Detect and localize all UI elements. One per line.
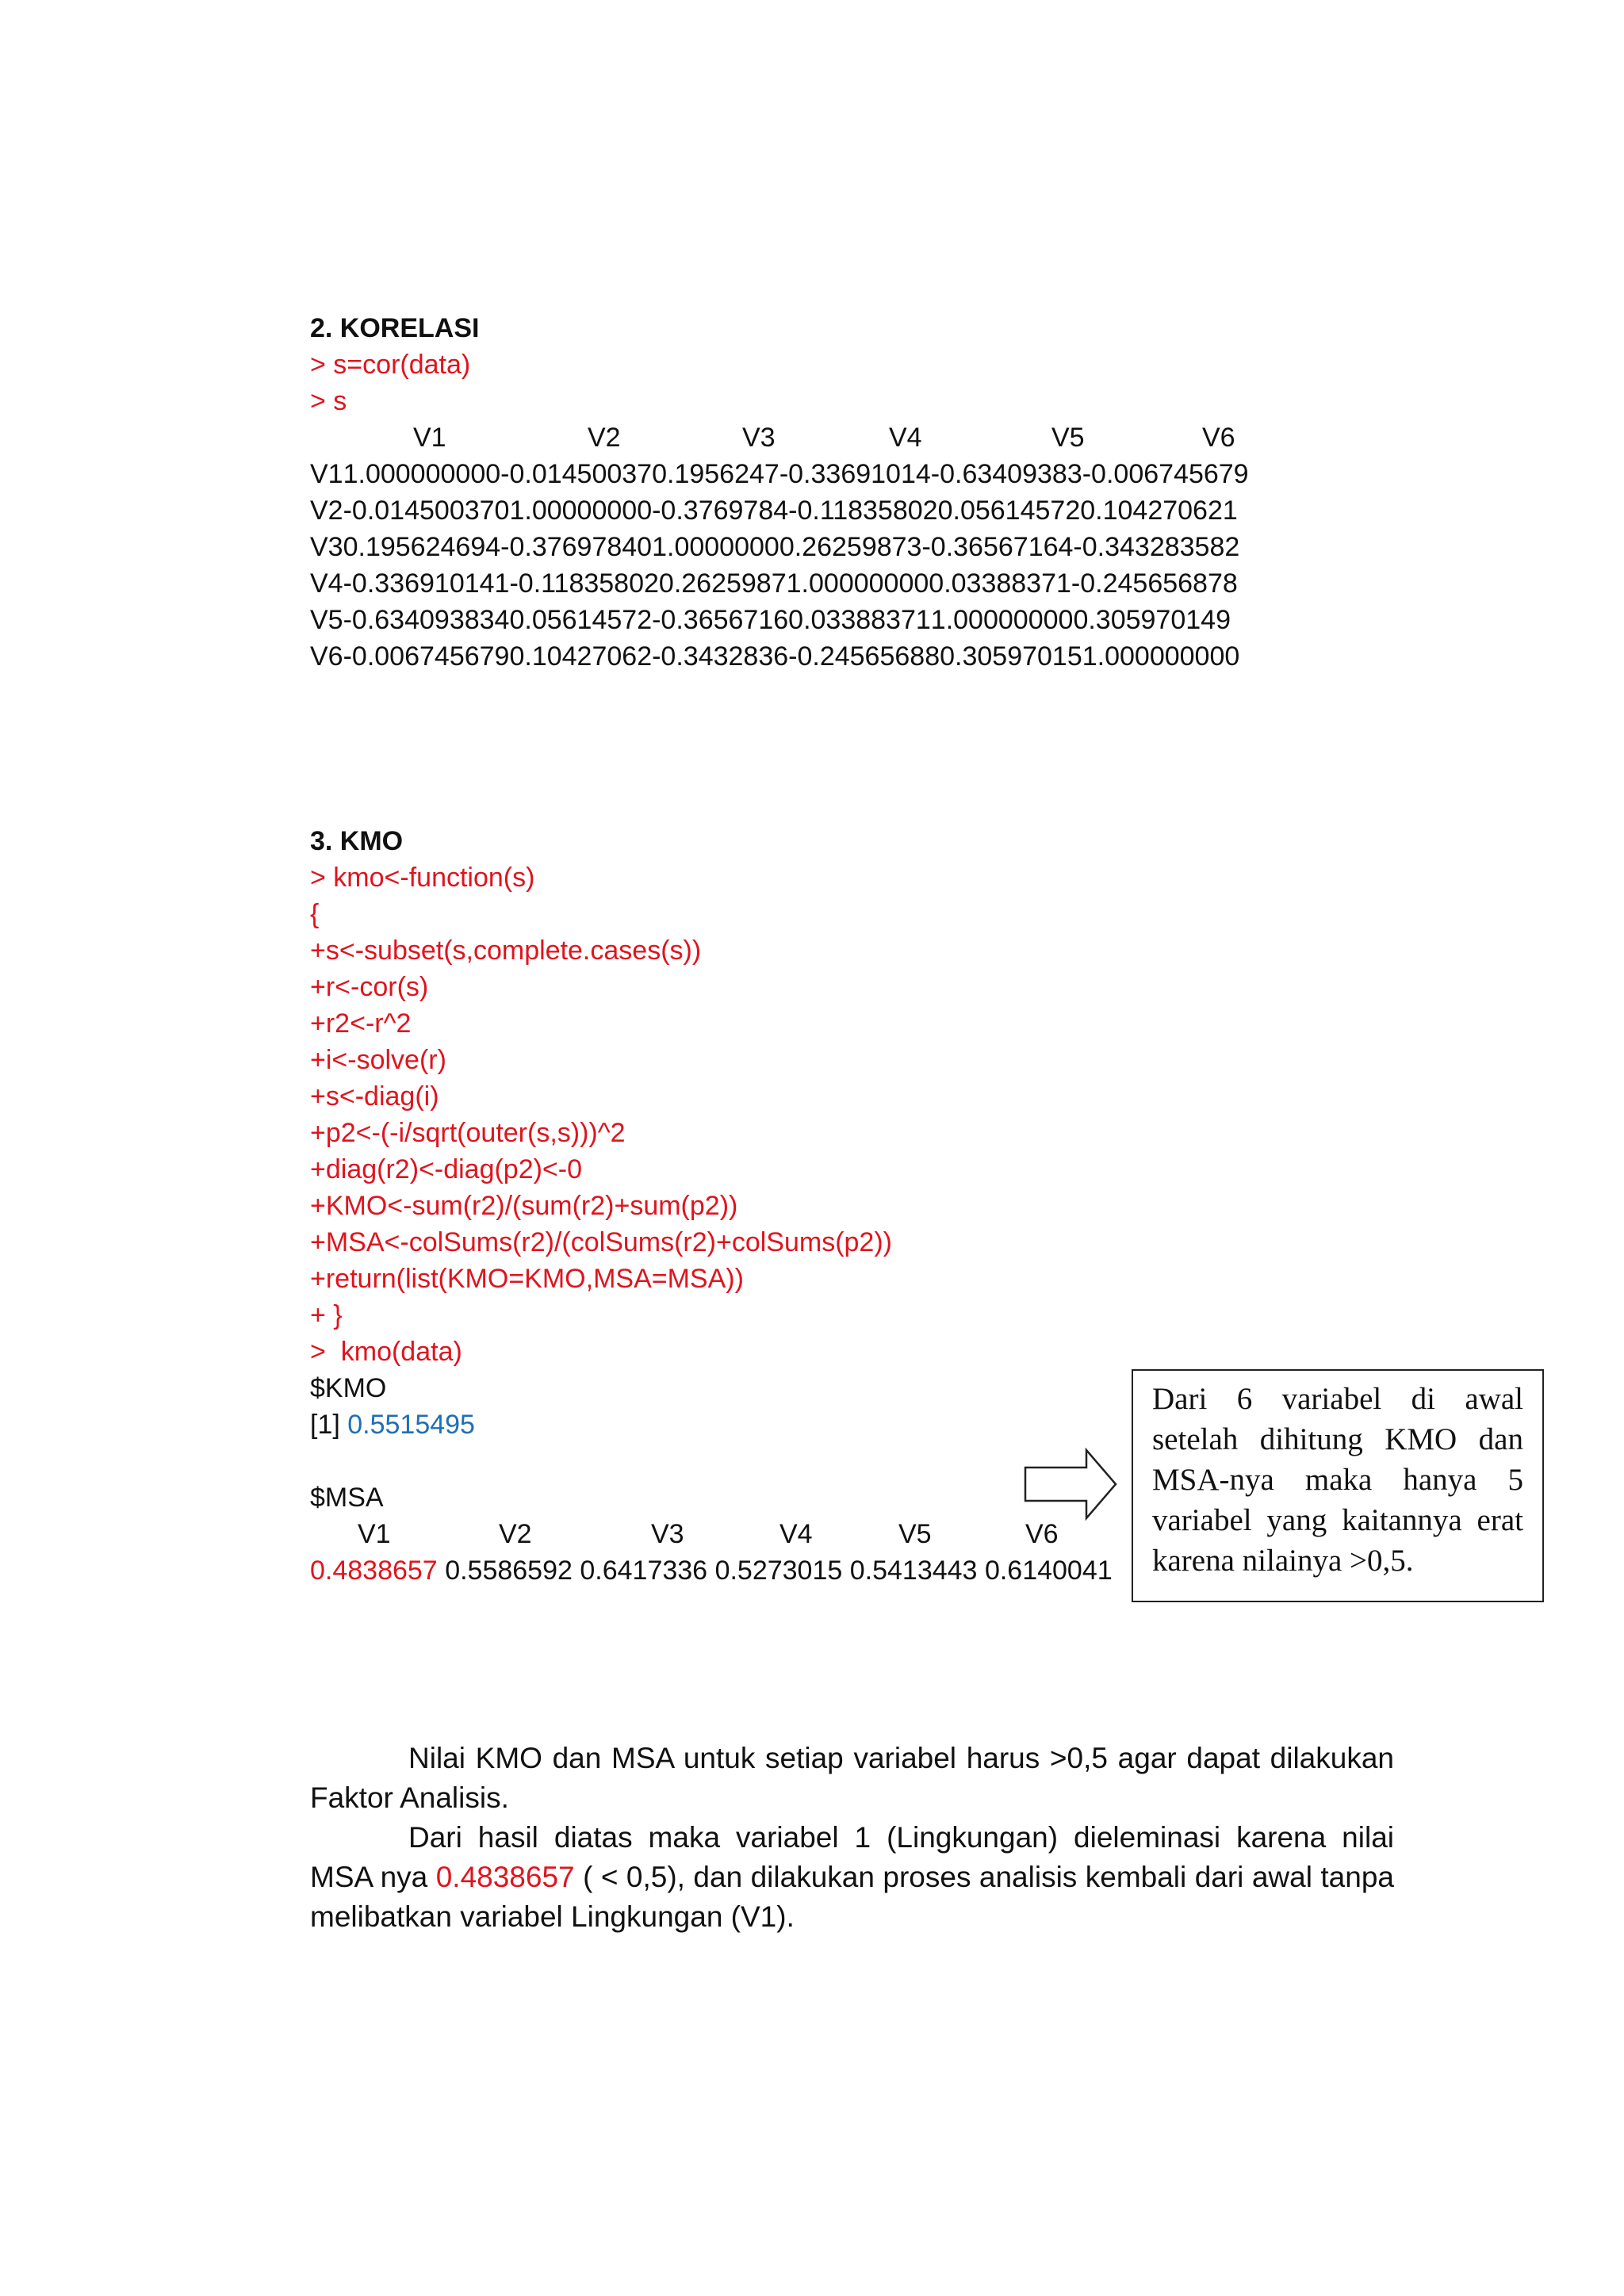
matrix-row-label: V1 (310, 459, 343, 489)
matrix-cell: 0.05614572 (937, 496, 1081, 526)
matrix-col-header: V3 (742, 423, 776, 453)
matrix-header-row (310, 419, 1249, 456)
matrix-cell: -0.3769784 (652, 496, 789, 526)
matrix-cell: -0.336910141 (343, 568, 510, 599)
matrix-row-label: V3 (310, 532, 343, 562)
matrix-row (310, 638, 1249, 675)
code-line: +r<-cor(s) (310, 972, 429, 1002)
code-line: > s (310, 386, 347, 416)
matrix-row-label: V6 (310, 641, 343, 672)
msa-col-header: V3 (651, 1519, 684, 1549)
matrix-cell: 0.26259873 (779, 532, 922, 562)
msa-value: 0.5413443 (849, 1556, 978, 1586)
code-line: +i<-solve(r) (310, 1045, 446, 1075)
code-line: +MSA<-colSums(r2)/(colSums(r2)+colSums(p2)) (310, 1227, 892, 1257)
kmo-result: [1] 0.5515495 (310, 1410, 475, 1440)
matrix-cell: 0.03388371 (788, 605, 931, 635)
msa-col-header: V4 (779, 1519, 813, 1549)
msa-value: 0.5586592 (445, 1556, 573, 1586)
matrix-cell: 0.1956247 (652, 459, 779, 489)
code-line: > s=cor(data) (310, 350, 471, 380)
matrix-cell: 1.000000000 (1082, 641, 1240, 672)
msa-label: $MSA (310, 1483, 384, 1513)
matrix-cell: 0.195624694 (343, 532, 501, 562)
matrix-row (310, 565, 1249, 602)
matrix-row-label: V2 (310, 496, 343, 526)
code-line: { (310, 899, 320, 929)
matrix-cell: -0.014500370 (343, 496, 510, 526)
correlation-matrix (310, 419, 1249, 675)
msa-col-header: V6 (1025, 1519, 1059, 1549)
matrix-cell: 1.00000000 (786, 568, 929, 599)
section-korelasi (310, 310, 479, 419)
matrix-cell: -0.24565688 (788, 641, 940, 672)
matrix-cell: -0.006745679 (1082, 459, 1249, 489)
matrix-cell: -0.3656716 (652, 605, 789, 635)
section-heading: 3. KMO (310, 826, 404, 856)
matrix-cell: 0.104270621 (1080, 496, 1238, 526)
msa-col-header: V5 (898, 1519, 932, 1549)
matrix-row (310, 602, 1249, 638)
matrix-cell: 0.05614572 (509, 605, 653, 635)
msa-value: 0.6140041 (984, 1556, 1113, 1586)
matrix-cell: 0.2625987 (658, 568, 787, 599)
matrix-cell: 0.30597015 (940, 641, 1082, 672)
msa-values-row (310, 1552, 1113, 1589)
code-line: +diag(r2)<-diag(p2)<-0 (310, 1154, 583, 1184)
code-line: +return(list(KMO=KMO,MSA=MSA)) (310, 1264, 744, 1294)
matrix-cell: 0.10427062 (509, 641, 653, 672)
matrix-cell: -0.36567164 (921, 532, 1074, 562)
matrix-row-label: V5 (310, 605, 343, 635)
matrix-col-header: V5 (1051, 423, 1085, 453)
matrix-col-header: V1 (413, 423, 446, 453)
code-line: +r2<-r^2 (310, 1008, 412, 1039)
note-callout: Dari 6 variabel di awal setelah dihitung KMO dan MSA-nya maka hanya 5 variabel yang kaitannya erat karena nilainya >0,5. (1132, 1369, 1544, 1602)
matrix-row (310, 529, 1249, 565)
matrix-cell: -0.37697840 (500, 532, 653, 562)
matrix-col-header: V4 (889, 423, 922, 453)
kmo-label: $KMO (310, 1373, 387, 1403)
code-line: +KMO<-sum(r2)/(sum(r2)+sum(p2)) (310, 1191, 738, 1221)
msa-header-row (310, 1516, 1113, 1552)
matrix-cell: -0.11835802 (788, 496, 938, 526)
msa-value: 0.4838657 (310, 1556, 438, 1586)
section-heading: 2. KORELASI (310, 313, 480, 343)
matrix-col-header: V2 (588, 423, 621, 453)
paragraph: Nilai KMO dan MSA untuk setiap variabel harus >0,5 agar dapat dilakukan Faktor Analisis. (310, 1742, 1394, 1814)
matrix-cell: -0.33691014 (779, 459, 931, 489)
code-line: +p2<-(-i/sqrt(outer(s,s)))^2 (310, 1118, 626, 1148)
matrix-cell: -0.245656878 (1071, 568, 1238, 599)
matrix-cell: 1.00000000 (930, 605, 1074, 635)
code-line: +s<-subset(s,complete.cases(s)) (310, 936, 702, 966)
msa-value: 0.5273015 (714, 1556, 843, 1586)
msa-col-header: V1 (358, 1519, 391, 1549)
right-arrow-icon (1023, 1448, 1118, 1521)
section-kmo (310, 823, 1113, 1589)
highlighted-msa-value: 0.4838657 (435, 1861, 575, 1893)
paragraph: Dari hasil diatas maka variabel 1 (Lingkungan) dieleminasi karena nilai MSA nya 0.4838657 ( < 0,5), dan dilakukan proses analisis kembali dari awal tanpa melibatkan variabel Lingkungan (V1). (310, 1821, 1394, 1933)
code-line: + } (310, 1300, 343, 1330)
code-line: > kmo(data) (310, 1337, 462, 1367)
matrix-row-label: V4 (310, 568, 343, 599)
kmo-value: 0.5515495 (347, 1410, 475, 1440)
code-line: > kmo<-function(s) (310, 863, 535, 893)
matrix-cell: -0.11835802 (509, 568, 659, 599)
msa-col-header: V2 (499, 1519, 532, 1549)
matrix-cell: -0.01450037 (500, 459, 653, 489)
matrix-cell: -0.634093834 (343, 605, 510, 635)
matrix-cell: -0.006745679 (343, 641, 510, 672)
matrix-cell: -0.343283582 (1073, 532, 1240, 562)
matrix-cell: -0.3432836 (652, 641, 789, 672)
matrix-col-header: V6 (1202, 423, 1235, 453)
matrix-cell: 1.000000000 (343, 459, 501, 489)
matrix-cell: 0.305970149 (1073, 605, 1231, 635)
matrix-row (310, 492, 1249, 529)
matrix-cell: -0.63409383 (930, 459, 1082, 489)
code-line: +s<-diag(i) (310, 1081, 439, 1112)
matrix-row (310, 456, 1249, 492)
matrix-cell: 1.00000000 (509, 496, 653, 526)
matrix-cell: 0.03388371 (929, 568, 1071, 599)
msa-value: 0.6417336 (580, 1556, 708, 1586)
matrix-cell: 1.0000000 (652, 532, 779, 562)
